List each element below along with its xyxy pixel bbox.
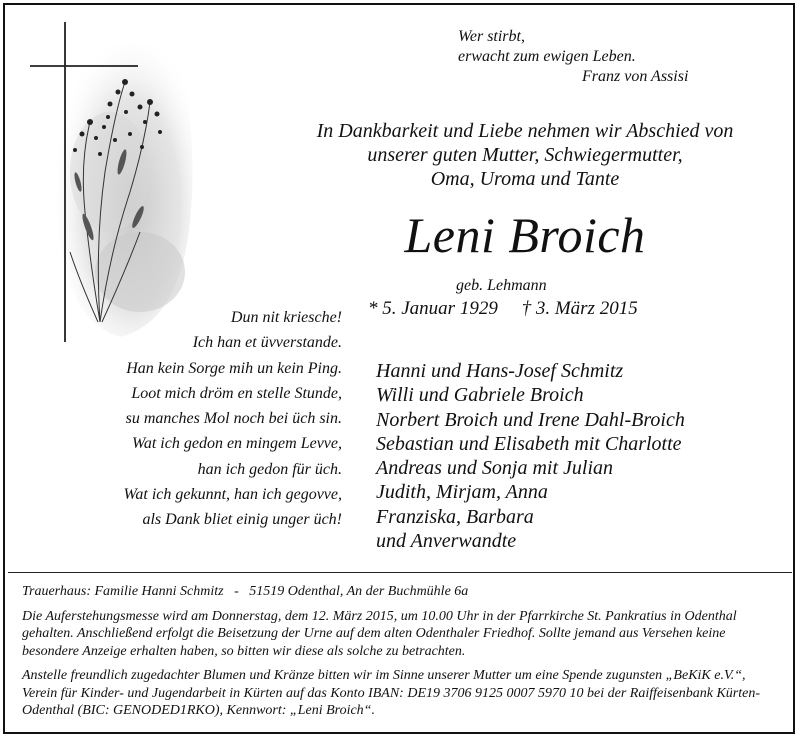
life-dates (368, 298, 638, 320)
family-member: Willi und Gabriele Broich (376, 384, 584, 407)
death-date: † 3. März 2015 (521, 298, 638, 319)
family-member: Judith, Mirjam, Anna (376, 481, 548, 504)
family-member: Norbert Broich und Irene Dahl-Broich (376, 408, 685, 431)
family-list (376, 359, 685, 553)
poem-line: Wat ich gekunnt, han ich gegovve, (123, 486, 342, 504)
intro-text (250, 119, 800, 191)
funeral-mass-info: Die Auferstehungsmesse wird am Donnerstag, dem 12. März 2015, um 10.00 Uhr in der Pfarrkirche St. Pankratius in Odenthal gehalten. Anschließend erfolgt die Beisetzung der Urne auf dem alten Odenthaler Friedhof. Sollte jemand aus Versehen keine besondere Anzeige erhalten haben, so bitten wir diese als solche zu betrachten. (22, 608, 737, 659)
family-member: Hanni und Hans-Josef Schmitz (376, 360, 624, 382)
family-member: Sebastian und Elisabeth mit Charlotte (376, 432, 682, 455)
family-member: Franziska, Barbara (376, 505, 534, 528)
poem-line: Wat ich gedon en mingem Levve, (131, 435, 342, 453)
poem (2, 305, 342, 533)
intro-line: unserer guten Mutter, Schwiegermutter, (367, 144, 683, 166)
cross-icon (30, 22, 200, 352)
divider (8, 572, 792, 573)
poem-line: als Dank bliet einig unger üch! (142, 511, 342, 529)
intro-line: In Dankbarkeit und Liebe nehmen wir Abschied von (316, 120, 734, 142)
poem-line: Han kein Sorge mih un kein Ping. (126, 359, 342, 377)
intro-line: Oma, Uroma und Tante (430, 168, 620, 190)
quote (458, 27, 688, 87)
donation-info: Anstelle freundlich zugedachter Blumen und Kränze bitten wir im Sinne unserer Mutter um eine Spende zugunsten „BeKiK e.V.“, Verein für Kinder- und Jugendarbeit in Kürten auf das Konto IBAN: DE19 3706 9125 0007 5970 10 bei der Raiffeisenbank Kürten-Odenthal (BIC: GENODED1RKO), Kennwort: „Leni Broich“. (22, 668, 761, 718)
poem-line: Loot mich dröm en stelle Stunde, (131, 384, 342, 402)
quote-line: erwacht zum ewigen Leben. (458, 48, 636, 65)
quote-line: Wer stirbt, (458, 28, 525, 45)
poem-line: han ich gedon für üch. (197, 460, 342, 478)
quote-author: Franz von Assisi (582, 68, 689, 85)
footer (22, 583, 782, 727)
poem-line: Ich han et üvverstande. (192, 334, 342, 352)
poem-line: su manches Mol noch bei üch sin. (125, 410, 342, 428)
birth-name: geb. Lehmann (456, 277, 547, 294)
family-member: und Anverwandte (376, 530, 517, 553)
family-member: Andreas und Sonja mit Julian (376, 457, 614, 480)
trauerhaus-address: Trauerhaus: Familie Hanni Schmitz - 51519 Odenthal, An der Buchmühle 6a (22, 584, 469, 599)
deceased-name: Leni Broich (404, 207, 646, 263)
poem-line: Dun nit kriesche! (230, 309, 342, 326)
birth-date: * 5. Januar 1929 (368, 298, 498, 319)
